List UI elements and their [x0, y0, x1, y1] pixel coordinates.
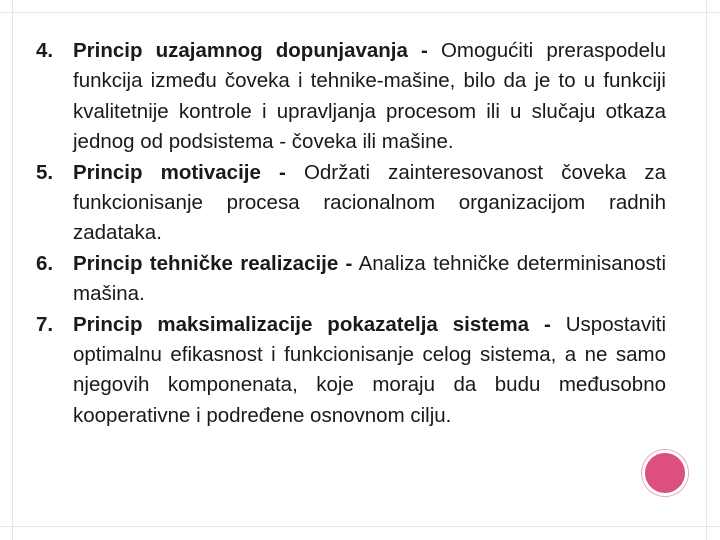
principles-list [36, 36, 666, 431]
item-number: 7. [36, 312, 54, 336]
item-number: 5. [36, 160, 54, 184]
list-item [36, 36, 666, 158]
item-heading: Princip motivacije - [73, 160, 286, 184]
item-heading: Princip tehničke realizacije - [73, 251, 353, 275]
item-body: Analiza tehničke determinisanosti mašina. [73, 251, 667, 306]
decorative-circle [642, 450, 688, 496]
item-heading: Princip uzajamnog dopunjavanja - [73, 39, 428, 62]
item-number: 6. [36, 251, 54, 275]
item-body: Održati zainteresovanost čoveka za funkcionisanje procesa racionalnom organizacijom radnih zadataka. [73, 160, 666, 245]
list-item [36, 249, 666, 310]
item-text [73, 36, 666, 158]
frame-line-top [0, 12, 720, 13]
item-number: 4. [36, 39, 54, 62]
item-text [73, 158, 666, 249]
frame-line-right [706, 0, 707, 540]
item-body: Omogućiti preraspodelu funkcija između čoveka i tehnike-mašine, bilo da je to u funkciji kvalitetnije kontrole i upravljanja procesom ili u slučaju otkaza jednog od podsistema - čoveka ili mašine. [73, 39, 666, 154]
frame-line-left [12, 0, 13, 540]
item-text [73, 249, 666, 310]
item-body: Uspostaviti optimalnu efikasnost i funkcionisanje celog sistema, a ne samo njegovih komponenata, koje moraju da budu međusobno kooperativne i podređene osnovnom cilju. [73, 312, 666, 427]
frame-line-bottom [0, 526, 720, 527]
list-item [36, 310, 666, 432]
list-item [36, 158, 666, 249]
item-text [73, 310, 666, 432]
item-heading: Princip maksimalizacije pokazatelja sistema - [73, 312, 551, 336]
